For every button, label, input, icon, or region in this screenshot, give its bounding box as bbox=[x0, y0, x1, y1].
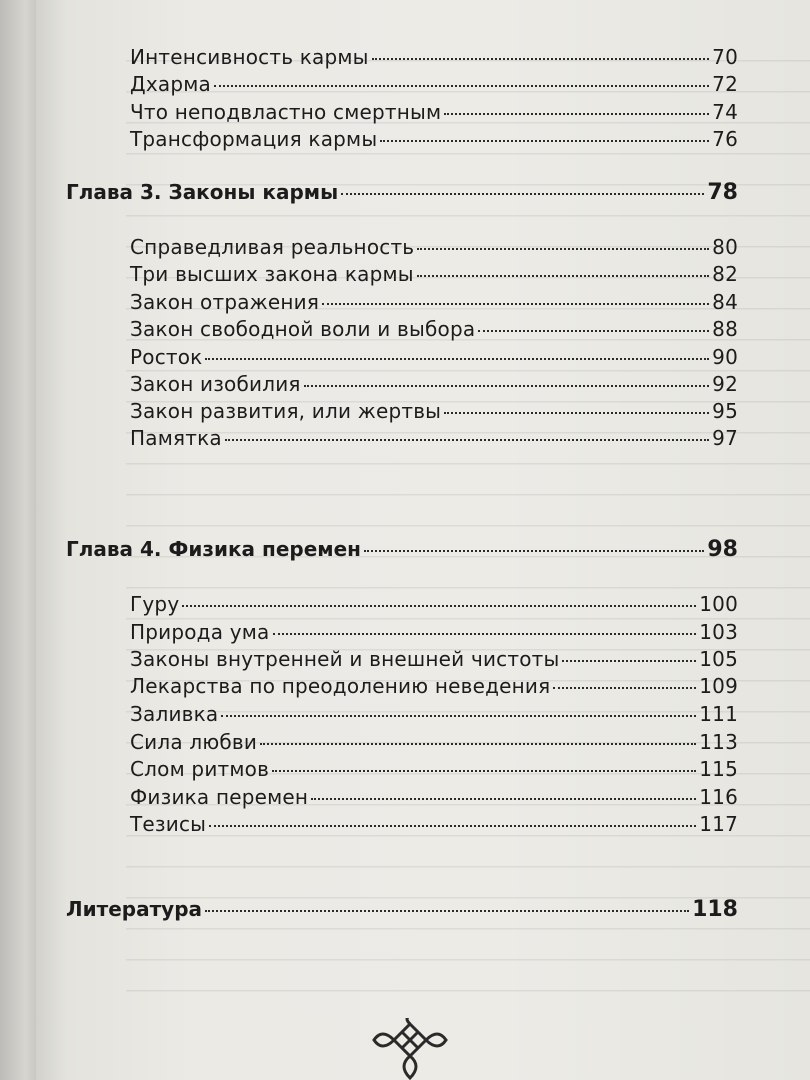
chapter-title: Глава 3. Законы кармы bbox=[66, 180, 339, 204]
toc-entry-page: 84 bbox=[712, 290, 738, 314]
toc-entry-title: Физика перемен bbox=[130, 785, 309, 809]
leader-dots bbox=[444, 412, 709, 414]
leader-dots bbox=[417, 248, 709, 250]
toc-entry-title: Что неподвластно смертным bbox=[130, 100, 442, 124]
toc-entry-title: Тезисы bbox=[130, 812, 207, 836]
toc-entry-page: 82 bbox=[712, 262, 738, 286]
toc-entry-page: 97 bbox=[712, 426, 738, 450]
toc-entry-page: 113 bbox=[699, 730, 738, 754]
leader-dots bbox=[311, 798, 696, 800]
leader-dots bbox=[372, 58, 709, 60]
toc-entry bbox=[130, 72, 738, 96]
toc-entry-page: 90 bbox=[712, 345, 738, 369]
toc-entry-page: 117 bbox=[699, 812, 738, 836]
toc-entry bbox=[130, 426, 738, 450]
toc-entry-page: 115 bbox=[699, 757, 738, 781]
toc-entry-title: Росток bbox=[130, 345, 203, 369]
leader-dots bbox=[380, 140, 709, 142]
literature-page: 118 bbox=[692, 897, 738, 922]
toc-entry bbox=[130, 647, 738, 671]
toc-entry-page: 109 bbox=[699, 674, 738, 698]
toc-entry bbox=[130, 262, 738, 286]
chapter-title: Глава 4. Физика перемен bbox=[66, 537, 361, 561]
toc-entry bbox=[130, 345, 738, 369]
toc-entry-page: 70 bbox=[712, 45, 738, 69]
toc-entry-page: 92 bbox=[712, 372, 738, 396]
toc-entry-page: 74 bbox=[712, 100, 738, 124]
toc-entry bbox=[130, 127, 738, 151]
toc-entry bbox=[130, 235, 738, 259]
toc-entry-page: 80 bbox=[712, 235, 738, 259]
literature-heading bbox=[66, 897, 738, 922]
leader-dots bbox=[205, 910, 689, 912]
toc-entry-page: 111 bbox=[699, 702, 738, 726]
leader-dots bbox=[205, 358, 709, 360]
toc-entry bbox=[130, 730, 738, 754]
leader-dots bbox=[272, 770, 696, 772]
chapter-heading bbox=[66, 180, 738, 205]
toc-entry-page: 105 bbox=[699, 647, 738, 671]
toc-entry bbox=[130, 45, 738, 69]
toc-entry-title: Закон отражения bbox=[130, 290, 320, 314]
toc-entry-page: 116 bbox=[699, 785, 738, 809]
toc-entry bbox=[130, 785, 738, 809]
toc-entry-title: Лекарства по преодолению неведения bbox=[130, 674, 551, 698]
leader-dots bbox=[417, 275, 709, 277]
toc-entry bbox=[130, 620, 738, 644]
leader-dots bbox=[364, 550, 704, 552]
toc-entry bbox=[130, 317, 738, 341]
toc-entry bbox=[130, 399, 738, 423]
chapter-page: 98 bbox=[707, 537, 738, 562]
toc-entry-title: Справедливая реальность bbox=[130, 235, 415, 259]
toc-entry-title: Трансформация кармы bbox=[130, 127, 378, 151]
toc-entry-title: Три высших закона кармы bbox=[130, 262, 414, 286]
toc-entry bbox=[130, 674, 738, 698]
leader-dots bbox=[553, 687, 696, 689]
leader-dots bbox=[478, 330, 709, 332]
toc-entry-page: 100 bbox=[699, 592, 738, 616]
toc-entry-page: 76 bbox=[712, 127, 738, 151]
toc-entry-title: Дхарма bbox=[130, 72, 211, 96]
literature-title: Литература bbox=[66, 897, 203, 921]
leader-dots bbox=[304, 385, 709, 387]
leader-dots bbox=[444, 113, 709, 115]
leader-dots bbox=[182, 605, 696, 607]
toc-entry bbox=[130, 757, 738, 781]
toc-entry-title: Сила любви bbox=[130, 730, 258, 754]
endless-knot-icon bbox=[368, 1018, 452, 1080]
toc-entry-title: Закон свободной воли и выбора bbox=[130, 317, 476, 341]
toc-entry-title: Закон изобилия bbox=[130, 372, 301, 396]
toc-entry-page: 103 bbox=[699, 620, 738, 644]
toc-entry-title: Гуру bbox=[130, 592, 180, 616]
toc-entry bbox=[130, 812, 738, 836]
toc-entry-title: Заливка bbox=[130, 702, 219, 726]
leader-dots bbox=[221, 715, 696, 717]
chapter-page: 78 bbox=[707, 180, 738, 205]
leader-dots bbox=[214, 85, 709, 87]
toc-entry-page: 72 bbox=[712, 72, 738, 96]
toc-entry-page: 88 bbox=[712, 317, 738, 341]
leader-dots bbox=[341, 193, 704, 195]
toc-entry-page: 95 bbox=[712, 399, 738, 423]
leader-dots bbox=[562, 660, 696, 662]
toc-entry-title: Слом ритмов bbox=[130, 757, 270, 781]
toc-entry-title: Памятка bbox=[130, 426, 222, 450]
chapter-heading bbox=[66, 537, 738, 562]
toc-entry-title: Природа ума bbox=[130, 620, 270, 644]
toc-entry bbox=[130, 372, 738, 396]
previous-page-edge bbox=[0, 0, 36, 1080]
leader-dots bbox=[260, 743, 696, 745]
toc-entry bbox=[130, 290, 738, 314]
toc-entry bbox=[130, 702, 738, 726]
toc-entry-title: Интенсивность кармы bbox=[130, 45, 369, 69]
leader-dots bbox=[225, 439, 709, 441]
leader-dots bbox=[209, 825, 696, 827]
leader-dots bbox=[322, 303, 709, 305]
toc-entry-title: Законы внутренней и внешней чистоты bbox=[130, 647, 560, 671]
toc-entry bbox=[130, 100, 738, 124]
toc-entry-title: Закон развития, или жертвы bbox=[130, 399, 442, 423]
toc-entry bbox=[130, 592, 738, 616]
leader-dots bbox=[273, 633, 697, 635]
